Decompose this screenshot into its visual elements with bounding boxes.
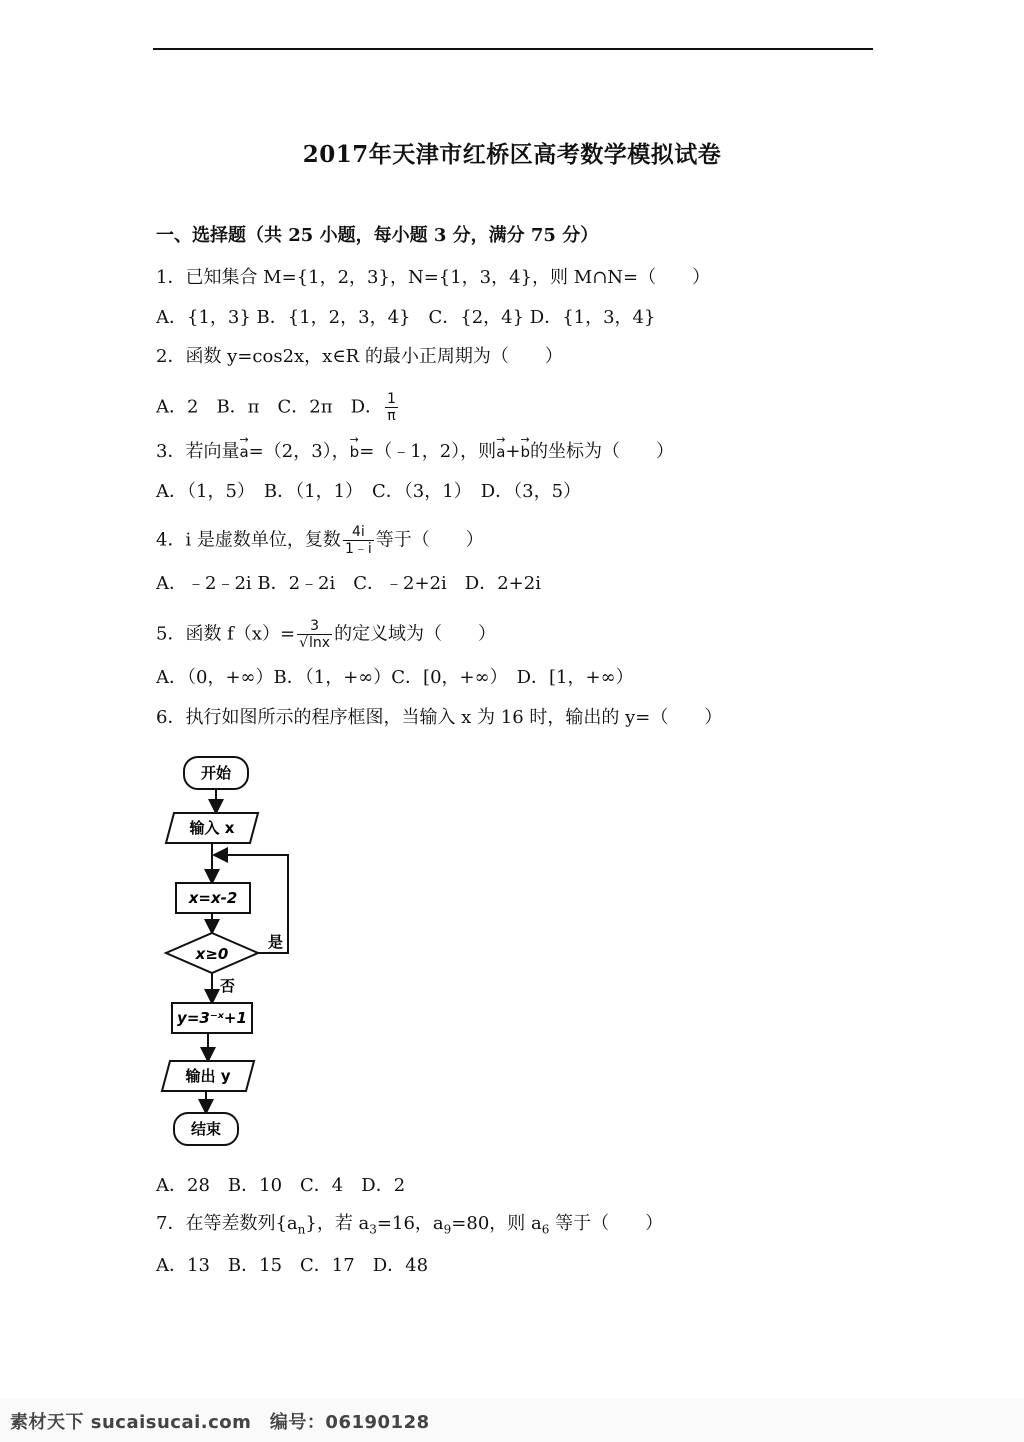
flow-input-label: 输入 x xyxy=(189,819,235,837)
q2-options xyxy=(156,391,400,424)
q5-fraction xyxy=(297,618,332,651)
flow-assign-label: x=x-2 xyxy=(188,889,238,907)
q3-stem xyxy=(156,440,674,464)
header-rule xyxy=(153,48,873,50)
q4-stem xyxy=(156,524,484,557)
q7-sub-3: 3 xyxy=(369,1222,377,1237)
q7-mid2: =16，a xyxy=(376,1213,444,1234)
vector-b: → b xyxy=(350,440,360,464)
q1-options: A．{1，3} B．{1，2，3，4} C．{2，4} D．{1，3，4} xyxy=(156,307,656,328)
q7-stem xyxy=(156,1212,663,1242)
q7-options: A．13 B．15 C．17 D．48 xyxy=(156,1255,429,1276)
q4-prefix: 4．i 是虚数单位，复数 xyxy=(156,529,341,551)
flow-output-label: 输出 y xyxy=(185,1067,231,1085)
watermark-bar xyxy=(0,1398,1024,1442)
vector-b-sum: → b xyxy=(520,440,530,464)
q4-frac-den: 1﹣i xyxy=(344,541,372,557)
q4-fraction xyxy=(343,524,374,557)
flow-compute-label: y=3⁻ˣ+1 xyxy=(177,1009,247,1027)
q3-mid1: =（2，3）， xyxy=(248,441,350,462)
q2-options-text: A．2 B．π C．2π D． xyxy=(156,396,383,418)
q2-stem: 2．函数 y=cos2x，x∈R 的最小正周期为（ ） xyxy=(156,346,563,367)
q5-radicand: lnx xyxy=(309,635,331,651)
sqrt-sign: √ xyxy=(299,635,308,651)
q7-suffix: 等于（ ） xyxy=(549,1213,664,1234)
program-flowchart xyxy=(160,755,310,1155)
q7-sub-n: n xyxy=(297,1222,306,1237)
q3-mid2: =（﹣1，2），则 xyxy=(359,441,497,462)
q4-frac-num: 4i xyxy=(343,524,374,541)
q3-options: A．（1，5） B．（1，1） C．（3，1） D．（3，5） xyxy=(156,481,582,502)
q6-options: A．28 B．10 C．4 D．2 xyxy=(156,1175,406,1196)
q3-prefix: 3．若向量 xyxy=(156,441,240,462)
q4-options: A．﹣2﹣2i B．2﹣2i C．﹣2+2i D．2+2i xyxy=(156,573,541,594)
page-title: 2017年天津市红桥区高考数学模拟试卷 xyxy=(302,141,722,168)
q7-prefix: 7．在等差数列{a xyxy=(156,1213,298,1234)
q4-suffix: 等于（ ） xyxy=(375,529,484,551)
q7-mid3: =80，则 a xyxy=(451,1213,542,1234)
q5-suffix: 的定义域为（ ） xyxy=(334,623,497,645)
q2-frac-num: 1 xyxy=(387,391,396,407)
flow-condition-label: x≥0 xyxy=(195,945,229,963)
q5-stem xyxy=(156,618,496,651)
flow-no-label: 否 xyxy=(220,977,236,995)
q3-suffix: 的坐标为（ ） xyxy=(530,441,675,462)
q2-fraction xyxy=(385,391,398,424)
q6-stem: 6．执行如图所示的程序框图，当输入 x 为 16 时，输出的 y=（ ） xyxy=(156,707,723,728)
watermark-text: 素材天下 sucaisucai.com 编号：06190128 xyxy=(10,1412,430,1433)
q1-stem: 1．已知集合 M={1，2，3}，N={1，3，4}，则 M∩N=（ ） xyxy=(156,267,711,288)
q5-frac-den xyxy=(297,635,332,651)
vector-a-sum: → a xyxy=(496,440,505,464)
q5-frac-num: 3 xyxy=(297,618,332,635)
q5-options: A．（0，+∞）B．（1，+∞）C．[0，+∞） D．[1，+∞） xyxy=(156,667,634,688)
q7-sub-6: 6 xyxy=(541,1222,550,1237)
q5-prefix: 5．函数 f（x）= xyxy=(156,623,296,645)
q2-frac-den: π xyxy=(387,408,396,424)
flow-end-label: 结束 xyxy=(190,1120,222,1138)
flow-yes-label: 是 xyxy=(268,933,284,951)
q7-sub-9: 9 xyxy=(443,1222,452,1237)
q7-mid1: }，若 a xyxy=(305,1213,370,1234)
vector-a: → a xyxy=(239,440,248,464)
section-heading: 一、选择题（共 25 小题，每小题 3 分，满分 75 分） xyxy=(156,225,599,246)
flow-start-label: 开始 xyxy=(200,764,232,782)
q3-plus: + xyxy=(505,441,521,462)
